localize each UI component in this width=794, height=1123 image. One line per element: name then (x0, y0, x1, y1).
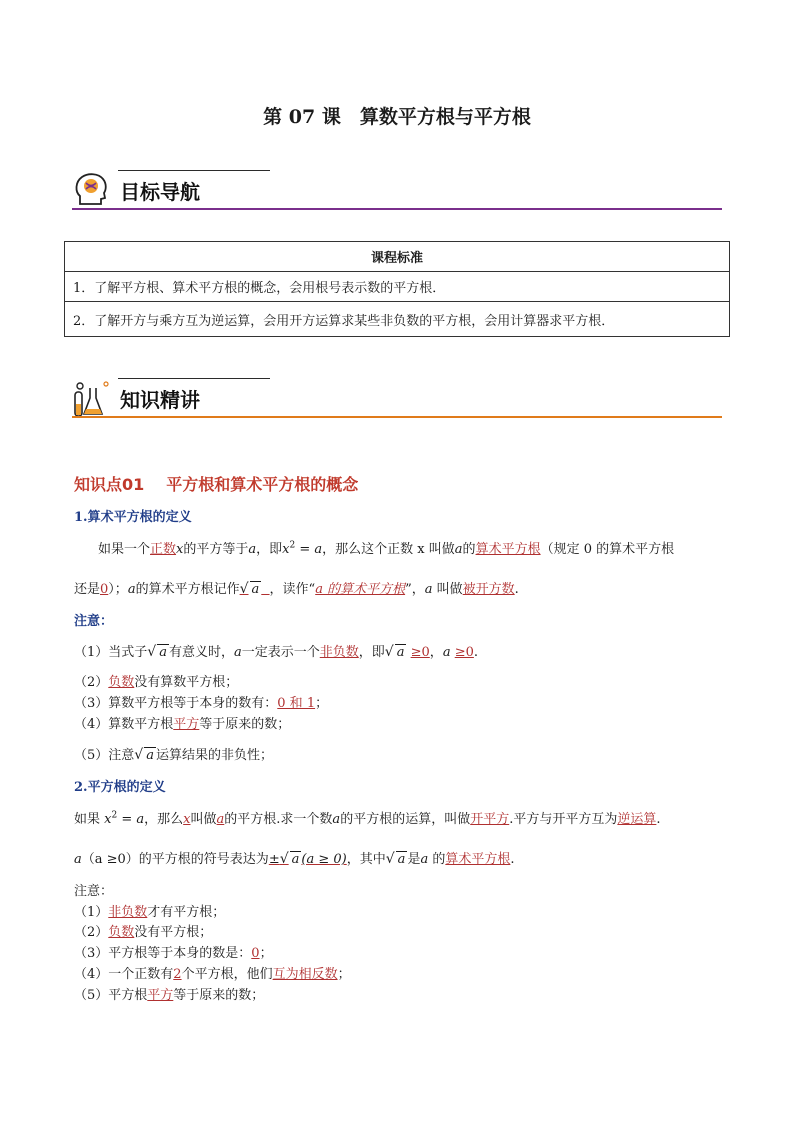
section-knowledge-title: 知识精讲 (120, 388, 200, 412)
notes2-item-4: （4）一个正数有2个平方根，他们互为相反数； (74, 967, 351, 982)
arith-def-line-2: 还是0）；a的算术平方根记作√ a ，读作“a 的算术平方根”，a 叫做被开方数. (74, 581, 519, 597)
notes1-item-3: （3）算数平方根等于本身的数有：0 和 1； (74, 696, 329, 711)
standards-item-2: 2．了解开方与乘方互为逆运算，会用开方运算求某些非负数的平方根，会用计算器求平方根． (65, 302, 730, 337)
section-knowledge-rule (72, 416, 722, 418)
notes1-heading: 注意： (74, 614, 114, 629)
notes2-item-5: （5）平方根平方等于原来的数； (74, 988, 265, 1003)
notes1-item-2: （2）负数没有算数平方根； (74, 675, 239, 690)
notes1-item-4: （4）算数平方根平方等于原来的数； (74, 717, 291, 732)
section-top-rule (118, 378, 270, 379)
notes2-item-2: （2）负数没有平方根； (74, 925, 213, 940)
notes1-item-5: （5）注意√ a 运算结果的非负性； (74, 747, 273, 763)
section-goal-rule (72, 208, 722, 210)
square-root-def-line-2: a（a ≥0）的平方根的符号表达为±√ a (a ≥ 0)，其中√ a 是a 的算术平方根. (74, 851, 515, 867)
lab-flask-icon (72, 378, 110, 418)
arith-def-line-1: 如果一个正数x的平方等于a，即$x^2 = a$，那么这个正数 x 叫做a的算术平方根（规定 0 的算术平方根 (98, 540, 675, 557)
section-knowledge-header (72, 378, 722, 420)
square-root-heading: 2.平方根的定义 (74, 780, 166, 795)
knowledge-point-number: 知识点01 (74, 475, 145, 494)
section-top-rule (118, 170, 270, 171)
arith-root-heading: 1.算术平方根的定义 (74, 510, 192, 525)
section-goal-title: 目标导航 (120, 180, 200, 204)
standards-item-1: 1．了解平方根、算术平方根的概念，会用根号表示数的平方根． (65, 272, 730, 302)
page-title: 第 07 课 算数平方根与平方根 (263, 106, 531, 128)
notes2-item-1: （1）非负数才有平方根； (74, 905, 226, 920)
head-brain-icon (72, 170, 110, 210)
notes2-item-3: （3）平方根等于本身的数是：0； (74, 946, 273, 961)
notes1-item-1: （1）当式子√ a 有意义时，a一定表示一个非负数，即√ a ≥0，a ≥0. (74, 644, 479, 660)
notes2-heading: 注意： (74, 884, 114, 899)
course-standards-table (64, 241, 730, 337)
knowledge-point-name: 平方根和算术平方根的概念 (166, 475, 359, 494)
square-root-def-line-1: 如果 $x^2 = a$，那么x叫做a的平方根.求一个数a的平方根的运算，叫做开平方.平方与开平方互为逆运算. (74, 810, 661, 827)
standards-header: 课程标准 (65, 242, 730, 272)
section-goal-header (72, 170, 722, 212)
knowledge-point-title (74, 472, 358, 495)
